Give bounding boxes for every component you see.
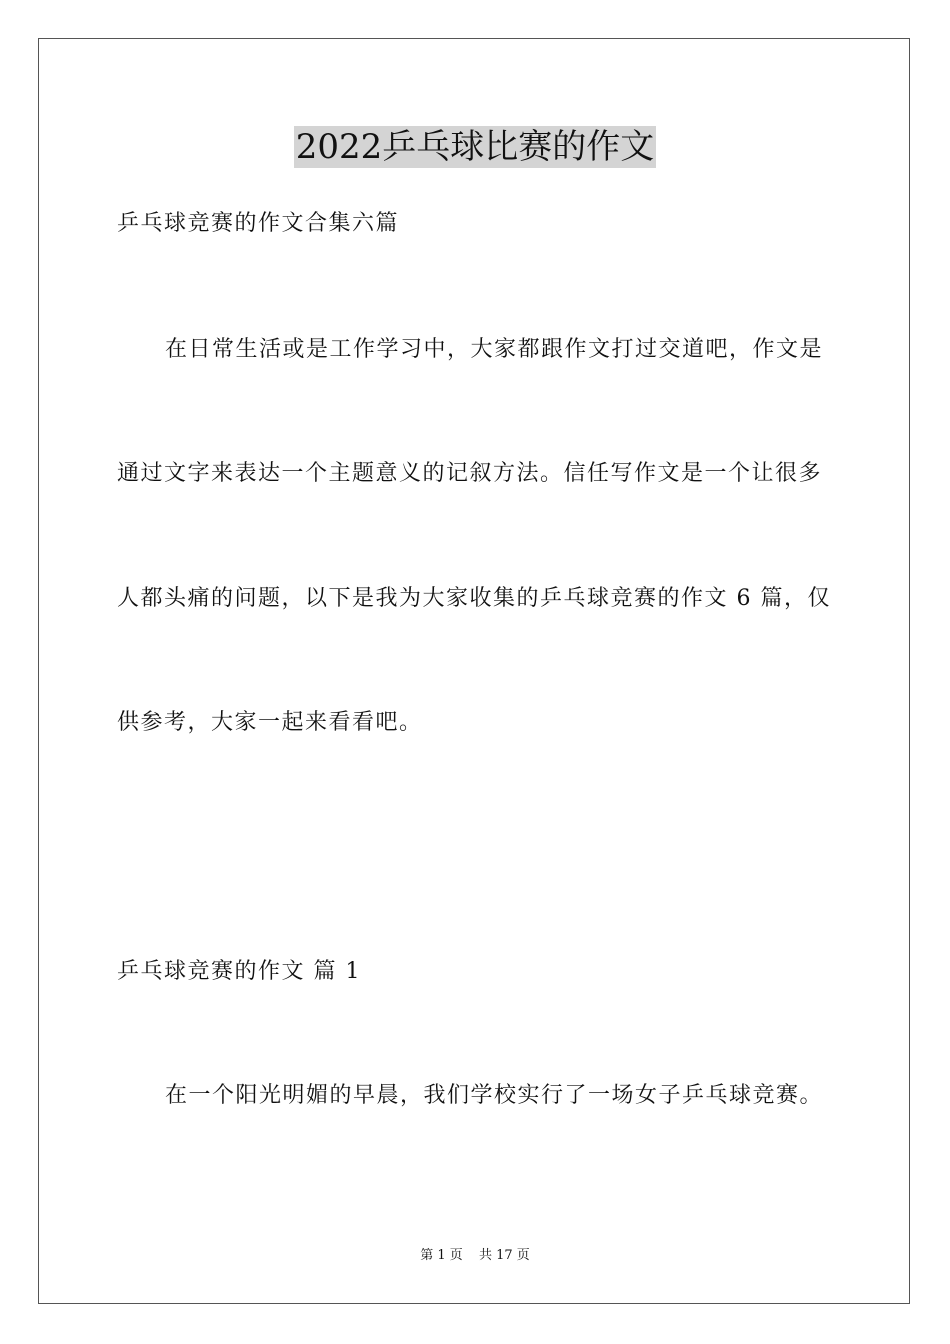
- page-number: 第 1 页: [420, 1248, 463, 1263]
- intro-line-1: 在日常生活或是工作学习中，大家都跟作文打过交道吧，作文是: [165, 337, 824, 362]
- intro-line-3: 人都头痛的问题，以下是我为大家收集的乒乓球竞赛的作文 6 篇，仅: [117, 586, 831, 611]
- section-heading: 乒乓球竞赛的作文 篇 1: [117, 959, 361, 984]
- intro-line-4: 供参考，大家一起来看看吧。: [117, 710, 423, 735]
- page-footer: [0, 1248, 950, 1264]
- intro-line-2: 通过文字来表达一个主题意义的记叙方法。信任写作文是一个让很多: [117, 461, 823, 486]
- section-first-line: 在一个阳光明媚的早晨，我们学校实行了一场女子乒乓球竞赛。: [165, 1083, 824, 1108]
- page-total: 共 17 页: [478, 1248, 530, 1263]
- document-subtitle: 乒乓球竞赛的作文合集六篇: [117, 211, 400, 236]
- document-title: 2022乒乓球比赛的作文: [295, 127, 655, 167]
- title-container: [0, 126, 950, 168]
